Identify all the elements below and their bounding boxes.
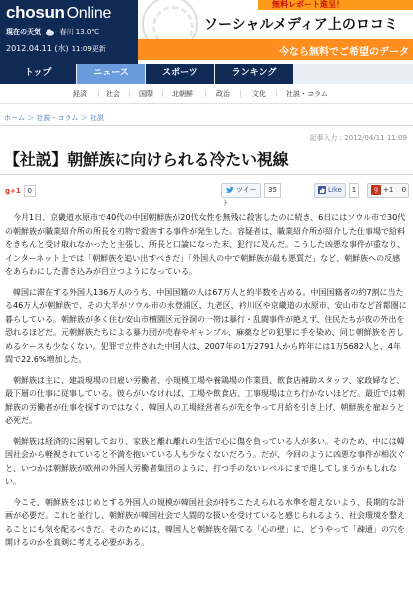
weather-info <box>6 27 99 37</box>
gplus-button[interactable]: g+1 <box>5 187 21 195</box>
ad-top-text: 無料レポート進呈！ <box>272 0 344 9</box>
article-paragraph: 韓国に滞在する外国人136万人のうち、中国国籍の人は67万人と約半数を占める。中国国籍者の約7割に当たる46万人が朝鮮族で、その大半がソウル市の永登浦区、九老区、衿川区や京畿道の水原市、安山市など首都圏に暮らしている。朝鮮族が多く住む安山市檀園区元谷洞の一帯は暴行・乱闘事件が絶えず、住民たちが夜の外出を恐れるほどだ。元朝鮮族たちによる暴力団が売春やギャンブル、麻薬などの犯罪に手を染め、同じ朝鮮族を苦しめるケースも少なくない。犯罪で立件された中国人は、2007年の1万2791人から昨年には1万5682人と、4年間で22.6%増加した。 <box>5 287 407 364</box>
subnav-politics[interactable]: 政治 <box>216 90 230 98</box>
article-paragraph: 朝鮮族は経済的に困窮しており、家族と離れ離れの生活で心に傷を負っている人が多い。そのため、中には韓国社会から軽視されていると不満を抱いている人も少なくないだろう。だが、今回のように凶悪な事件が相次ぐと、いつかは朝鮮族が欧州の外国人労働者集団のように、打つ手のないレベルにまで進してしまうかもしれない。 <box>5 436 405 486</box>
subnav-divider <box>276 90 277 97</box>
twitter-bird-icon <box>225 186 234 195</box>
date-text: 2012.04.11 (水) <box>6 44 69 53</box>
divider <box>0 125 413 126</box>
thumbs-up-icon <box>318 186 326 194</box>
subnav-divider <box>240 90 241 97</box>
divider <box>0 174 413 175</box>
gplus-share[interactable] <box>5 185 36 197</box>
tweet-button[interactable] <box>221 183 261 207</box>
site-header <box>0 0 413 64</box>
gplus-one-label: +1 <box>383 186 394 194</box>
ad-bottom-text: 今なら無料でご希望のデータ <box>279 47 409 58</box>
page-title: 【社説】朝鮮族に向けられる冷たい視線 <box>4 150 289 169</box>
tab-news[interactable]: ニュース <box>77 64 145 84</box>
like-label: Like <box>328 186 342 194</box>
subnav-international[interactable]: 国際 <box>139 90 153 98</box>
subnav-north-korea[interactable]: 北朝鮮 <box>172 90 193 98</box>
logo-text: chosun <box>6 3 65 22</box>
sub-nav <box>0 84 413 104</box>
article-timestamp: 記事入力 : 2012/04/11 11:09 <box>309 134 407 142</box>
subnav-culture[interactable]: 文化 <box>252 90 266 98</box>
ad-main-text: ソーシャルメディア上のロコミ <box>204 17 398 33</box>
subnav-divider <box>129 90 130 97</box>
tab-ranking[interactable]: ランキング <box>215 64 293 84</box>
ad-bottom-band <box>138 39 413 60</box>
gplus-count: 0 <box>24 185 36 197</box>
google-plus-icon: g <box>371 185 381 195</box>
subnav-economy[interactable]: 経済 <box>73 90 87 98</box>
weather-value: 春川 13.0℃ <box>59 28 100 36</box>
subnav-divider <box>205 90 206 97</box>
logo-suffix: Online <box>66 5 112 22</box>
like-count: 1 <box>349 183 359 198</box>
article-body <box>5 211 407 557</box>
weather-label: 現在の天気 <box>6 28 41 36</box>
facebook-like-button[interactable] <box>314 183 346 198</box>
ad-banner[interactable] <box>138 0 413 64</box>
tab-sports[interactable]: スポーツ <box>146 64 214 84</box>
ad-top-band <box>258 0 413 10</box>
breadcrumb[interactable]: ホーム ＞ 社説・コラム ＞ 社説 <box>4 114 104 122</box>
subnav-divider <box>98 90 99 97</box>
main-nav <box>0 64 413 85</box>
tab-top[interactable]: トップ <box>0 64 76 84</box>
tweet-count: 35 <box>264 183 281 198</box>
article-paragraph: 朝鮮族は主に、建設現場の日雇い労働者、小規模工場や養鶏場の作業員、飲食店補助スタッフ、家政婦など、最下層の仕事に従事している。彼らがいなければ、工場や飲食店、工事現場は立ち行かないほどだ。最近では朝鮮族の労働者が仕事を探すのではなく、韓国人の工場経営者らが先を争って月給を引き上げ、朝鮮族を雇おうと必死だ。 <box>5 375 405 425</box>
article-paragraph: 今こそ、朝鮮族をはじめとする外国人の規模が韓国社会が持ちこたえられる水準を超えないよう、長期的な計画が必要だ。これと並行し、朝鮮族が韓国社会で人間的な扱いを受けていると感じられるよう、社会環境を整えることにも気を配るべきだ。そのためには、韓国人と朝鮮族を隔てる「心の壁」に、どうやって「疎通」の穴を開けるのかを真剣に考える必要がある。 <box>5 497 405 547</box>
site-logo[interactable] <box>6 3 111 23</box>
article-paragraph: 今月1日、京畿道水原市で40代の中国朝鮮族が20代女性を無残に殺害したのに続き、6日にはソウル市で30代の朝鮮族が職業紹介所の所長を刃物で殺害する事件が発生した。容疑者は、職業紹介所が紹介した仕事場で給料をきちんと受け取れなかったと主張し、所長と口論になった末、犯行に及んだ。こうした凶悪な事件が重なり、インターネット上では「朝鮮族を追い出すべきだ」「外国人の中で朝鮮族が最も悪質だ」など、朝鮮族への反感をあらわにした書き込みが目立つようになっている。 <box>5 213 406 276</box>
tweet-label: ツイート <box>222 186 257 207</box>
update-datetime <box>6 43 106 54</box>
subnav-society[interactable]: 社会 <box>106 90 120 98</box>
cloud-icon <box>45 28 55 36</box>
time-text: 11:09更新 <box>71 45 106 53</box>
gplus-one-count: 0 <box>401 186 407 194</box>
subnav-editorial[interactable]: 社説・コラム <box>286 90 328 98</box>
gplus-one-button[interactable] <box>367 183 409 198</box>
subnav-divider <box>162 90 163 97</box>
